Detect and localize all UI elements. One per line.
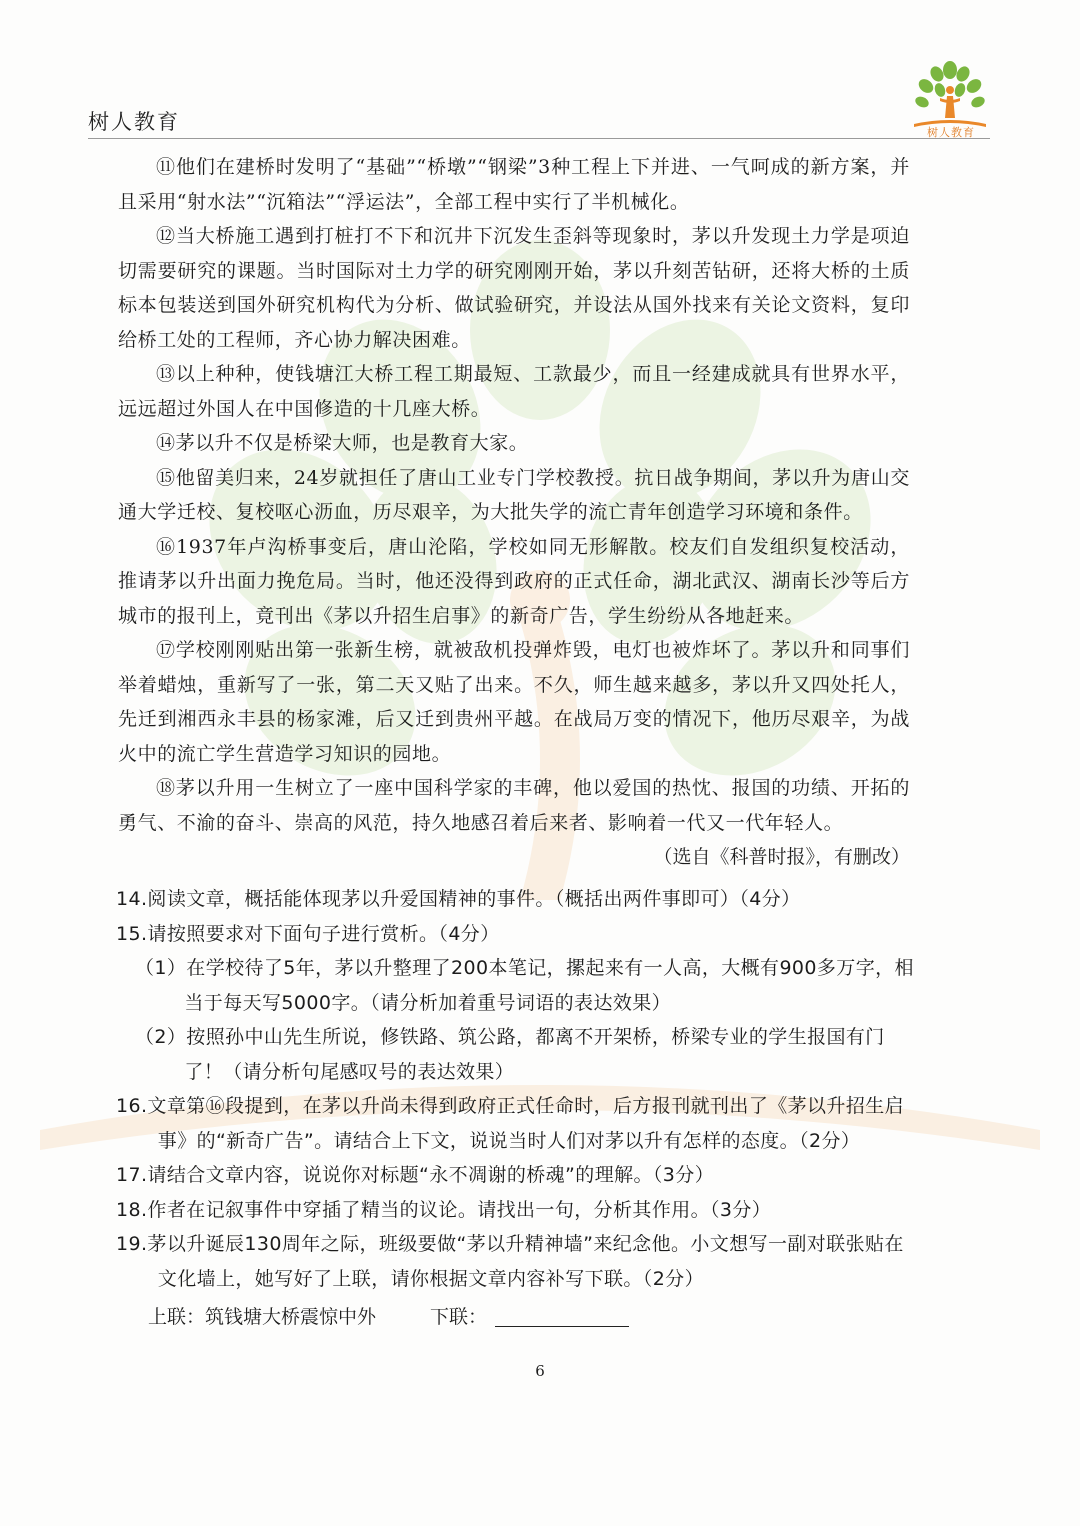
paragraph-14: ⑭茅以升不仅是桥梁大师，也是教育大家。 — [156, 432, 529, 454]
paragraph-16: ⑯1937年卢沟桥事变后，唐山沦陷，学校如同无形解散。校友们自发组织复校活动，推请茅以升出面力挽危局。当时，他还没得到政府的正式任命，湖北武汉、湖南长沙等后方城市的报刊上，竟刊出《茅以升招生启事》的新奇广告，学生纷纷从各地赶来。 — [118, 535, 910, 627]
paragraph-12: ⑫当大桥施工遇到打桩打不下和沉井下沉发生歪斜等现象时，茅以升发现土力学是项迫切需要研究的课题。当时国际对土力学的研究刚刚开始，茅以升刻苦钻研，还将大桥的土质标本包装送到国外研究机构代为分析、做试验研究，并设法从国外找来有关论文资料，复印给桥工处的工程师，齐心协力解决困难。 — [118, 225, 910, 351]
paragraph-15: ⑮他留美归来，24岁就担任了唐山工业专门学校教授。抗日战争期间，茅以升为唐山交通大学迁校、复校呕心沥血，历尽艰辛，为大批失学的流亡青年创造学习环境和条件。 — [118, 466, 910, 523]
couplet-answer-blank[interactable] — [495, 1306, 629, 1327]
question-16: 16.文章第⑯段提到，在茅以升尚未得到政府正式任命时，后方报刊就刊出了《茅以升招生启事》的“新奇广告”。请结合上下文，说说当时人们对茅以升有怎样的态度。（2分） — [116, 1095, 905, 1152]
question-15: 15.请按照要求对下面句子进行赏析。（4分） — [116, 922, 500, 945]
couplet-line — [116, 1300, 916, 1335]
logo-text: 树人教育 — [927, 126, 975, 139]
question-14: 14.阅读文章，概括能体现茅以升爱国精神的事件。（概括出两件事即可）（4分） — [116, 888, 801, 910]
question-section — [116, 882, 916, 1335]
paragraph-18: ⑱茅以升用一生树立了一座中国科学家的丰碑，他以爱国的热忱、报国的功绩、开拓的勇气、不渝的奋斗、崇高的风范，持久地感召着后来者、影响着一代又一代年轻人。 — [118, 777, 910, 834]
page-number: 6 — [535, 1362, 545, 1380]
header-divider — [88, 138, 990, 139]
paragraph-11: ⑪他们在建桥时发明了“基础”“桥墩”“钢梁”3种工程上下并进、一气呵成的新方案，并且采用“射水法”“沉箱法”“浮运法”，全部工程中实行了半机械化。 — [118, 156, 910, 213]
couplet-upper: 上联：筑钱塘大桥震惊中外 — [148, 1306, 377, 1328]
couplet-lower-label: 下联： — [430, 1306, 488, 1328]
article-body — [118, 150, 910, 875]
article-source: （选自《科普时报》，有删改） — [653, 846, 910, 868]
question-19: 19.茅以升诞辰130周年之际，班级要做“茅以升精神墙”来纪念他。小文想写一副对联张贴在文化墙上，她写好了上联，请你根据文章内容补写下联。（2分） — [116, 1233, 904, 1290]
question-15-part-1: （1）在学校待了5年，茅以升整理了200本笔记，摞起来有一人高，大概有900多万字，相当于每天写5000字。（请分析加着重号词语的表达效果） — [135, 957, 914, 1014]
paragraph-13: ⑬以上种种，使钱塘江大桥工程工期最短、工款最少，而且一经建成就具有世界水平，远远超过外国人在中国修造的十几座大桥。 — [118, 363, 910, 420]
question-18: 18.作者在记叙事件中穿插了精当的议论。请找出一句，分析其作用。（3分） — [116, 1198, 772, 1221]
question-15-part-2: （2）按照孙中山先生所说，修铁路、筑公路，都离不开架桥，桥梁专业的学生报国有门了！（请分析句尾感叹号的表达效果） — [135, 1026, 885, 1083]
header-title: 树人教育 — [88, 110, 180, 134]
paragraph-17: ⑰学校刚刚贴出第一张新生榜，就被敌机投弹炸毁，电灯也被炸坏了。茅以升和同事们举着蜡烛，重新写了一张，第二天又贴了出来。不久，师生越来越多，茅以升又四处托人，先迁到湘西永丰县的杨家滩，后又迁到贵州平越。在战局万变的情况下，他历尽艰辛，为战火中的流亡学生营造学习知识的园地。 — [118, 639, 910, 765]
question-17: 17.请结合文章内容，说说你对标题“永不凋谢的桥魂”的理解。（3分） — [116, 1164, 715, 1186]
